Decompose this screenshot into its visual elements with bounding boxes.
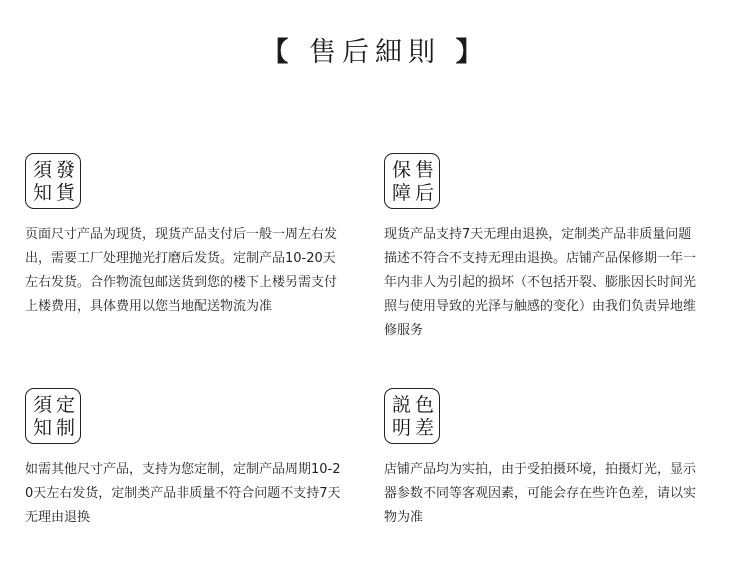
badge-char: 制: [56, 417, 76, 439]
section-badge: [384, 153, 440, 209]
title-close-bracket: 】: [455, 37, 489, 68]
section-custom-notice: [25, 388, 345, 530]
section-text: 店铺产品均为实拍，由于受拍摄环境，拍摄灯光，显示器参数不同等客观因素，可能会存在些许色差，请以实物为准: [384, 462, 697, 525]
section-badge: [384, 388, 440, 444]
badge-char: 后: [415, 182, 435, 204]
badge-char: 售: [415, 159, 435, 181]
section-text: 页面尺寸产品为现货，现货产品支付后一般一周左右发出，需要工厂处理抛光打磨后发货。定制产品10-20天左右发货。合作物流包邮送货到您的楼下上楼另需支付上楼费用，具体费用以您当地配送物流为准: [25, 227, 338, 314]
title-text: 售后細則: [309, 37, 441, 68]
badge-char: 障: [392, 182, 412, 204]
section-after-sales-guarantee: [384, 153, 704, 343]
section-badge: [25, 153, 81, 209]
section-text: 如需其他尺寸产品，支持为您定制，定制产品周期10-20天左右发货，定制类产品非质量不符合问题不支持7天无理由退换: [25, 462, 341, 525]
section-badge: [25, 388, 81, 444]
badge-char: 貨: [56, 182, 76, 204]
page-title: [0, 30, 750, 69]
badge-char: 知: [33, 417, 53, 439]
badge-char: 知: [33, 182, 53, 204]
badge-char: 須: [33, 159, 53, 181]
section-color-difference: [384, 388, 704, 530]
section-shipping-notice: [25, 153, 345, 319]
badge-char: 發: [56, 159, 76, 181]
badge-char: 説: [392, 394, 412, 416]
title-open-bracket: 【: [261, 37, 295, 68]
badge-char: 色: [415, 394, 435, 416]
badge-char: 差: [415, 417, 435, 439]
section-text: 现货产品支持7天无理由退换，定制类产品非质量问题描述不符合不支持无理由退换。店铺产品保修期一年一年内非人为引起的损坏（不包括开裂、膨胀因长时间光照与使用导致的光泽与触感的变化）由我们负责异地维修服务: [384, 227, 697, 338]
badge-char: 保: [392, 159, 412, 181]
badge-char: 明: [392, 417, 412, 439]
badge-char: 定: [56, 394, 76, 416]
badge-char: 須: [33, 394, 53, 416]
